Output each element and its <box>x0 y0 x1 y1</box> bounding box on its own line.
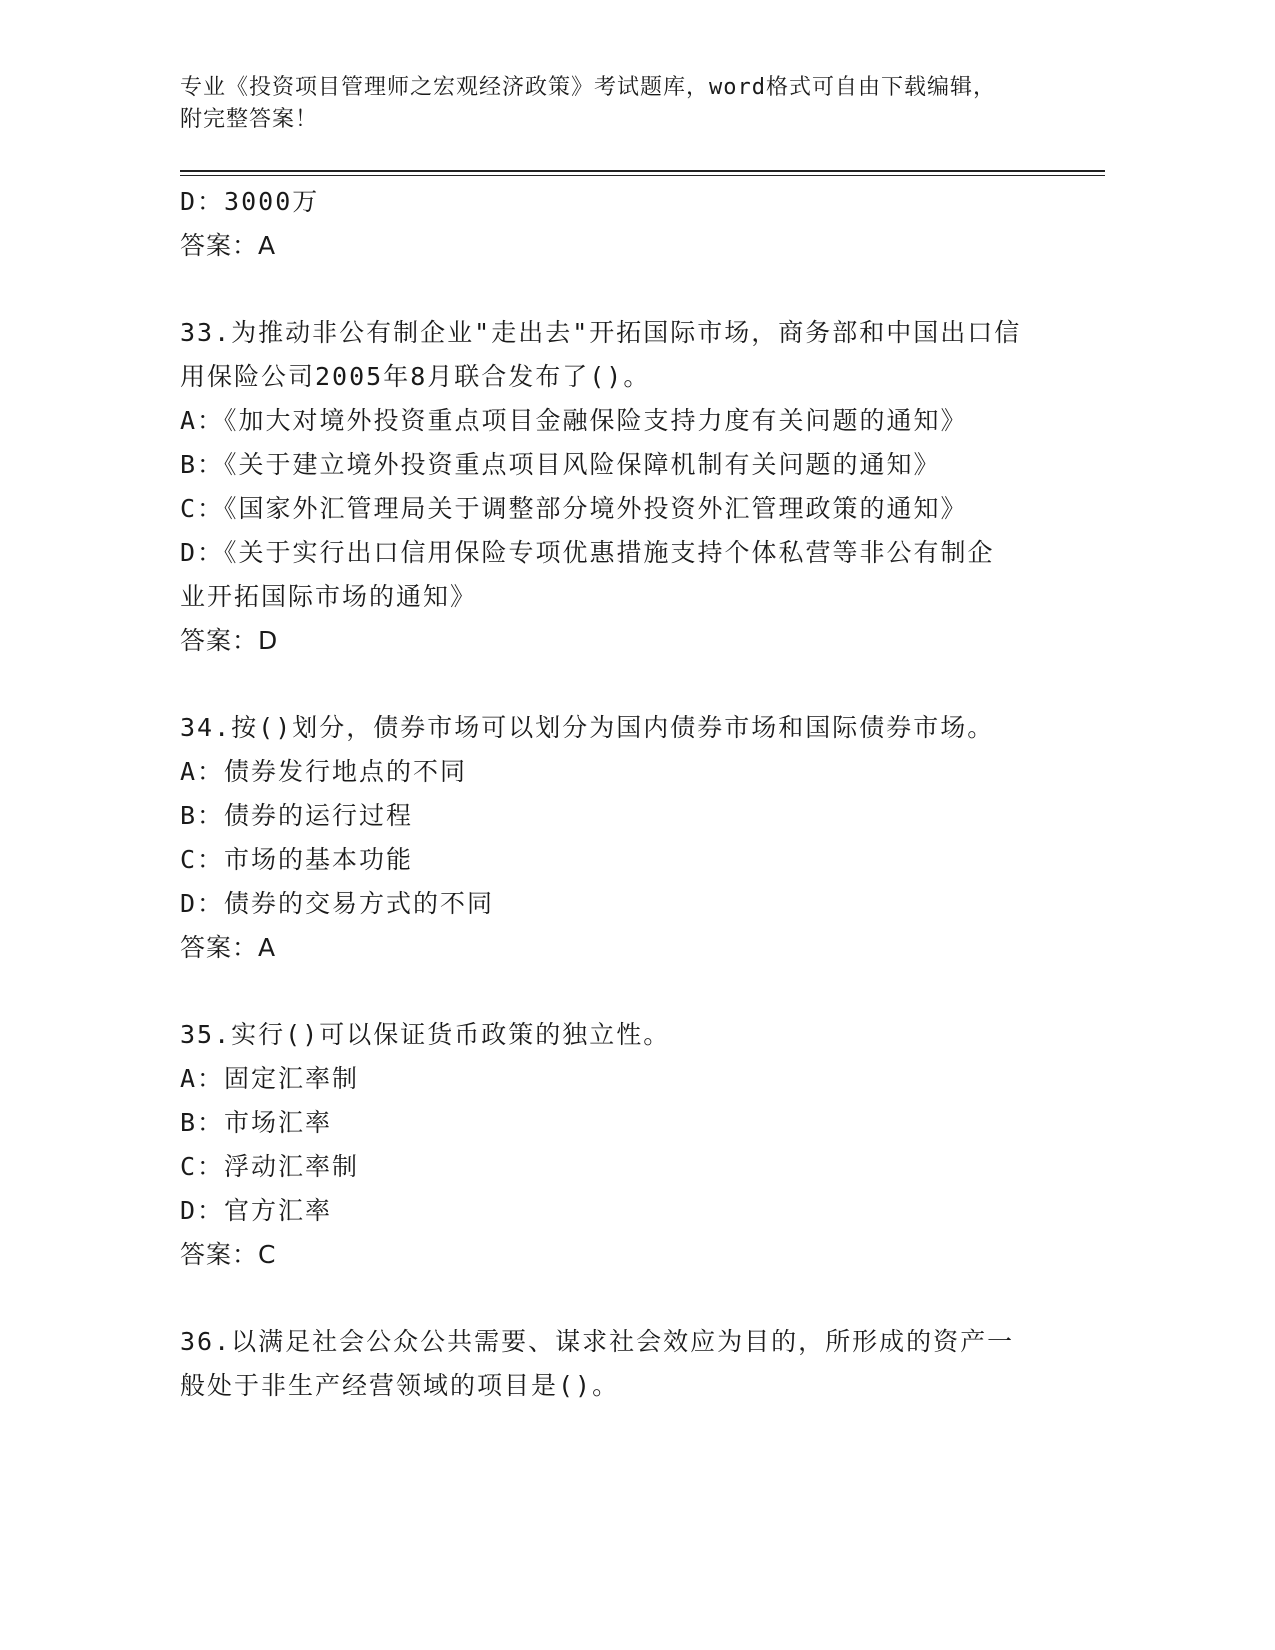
option-b: B：《关于建立境外投资重点项目风险保障机制有关问题的通知》 <box>180 450 941 479</box>
spacer <box>180 663 1040 706</box>
option-d-continued: 业开拓国际市场的通知》 <box>180 582 478 611</box>
question-stem-continued: 用保险公司2005年8月联合发布了()。 <box>180 362 651 391</box>
option-a: A：固定汇率制 <box>180 1064 360 1093</box>
question-stem-continued: 般处于非生产经营领域的项目是()。 <box>180 1371 620 1400</box>
option-d: D：官方汇率 <box>180 1196 333 1225</box>
answer-label: 答案：A <box>180 933 277 962</box>
option-b: B：市场汇率 <box>180 1108 333 1137</box>
question-stem: 35.实行()可以保证货币政策的独立性。 <box>180 1020 671 1049</box>
option-c: C：《国家外汇管理局关于调整部分境外投资外汇管理政策的通知》 <box>180 494 968 523</box>
option-d: D：3000万 <box>180 187 320 216</box>
option-a: A：债券发行地点的不同 <box>180 757 468 786</box>
option-a: A：《加大对境外投资重点项目金融保险支持力度有关问题的通知》 <box>180 406 968 435</box>
question-32-tail <box>180 180 1040 268</box>
header-title-line-1: 专业《投资项目管理师之宏观经济政策》考试题库，word格式可自由下载编辑， <box>180 75 996 100</box>
spacer <box>180 1277 1040 1320</box>
page-header <box>180 72 1080 136</box>
question-36 <box>180 1320 1040 1408</box>
answer-label: 答案：A <box>180 231 277 260</box>
header-divider-thin <box>180 175 1105 176</box>
question-stem: 33.为推动非公有制企业"走出去"开拓国际市场，商务部和中国出口信 <box>180 318 1022 347</box>
header-divider-thick <box>180 170 1105 172</box>
answer-label: 答案：D <box>180 626 279 655</box>
option-c: C：浮动汇率制 <box>180 1152 360 1181</box>
option-c: C：市场的基本功能 <box>180 845 414 874</box>
option-d: D：债券的交易方式的不同 <box>180 889 495 918</box>
question-35 <box>180 1013 1040 1277</box>
header-title-line-2: 附完整答案！ <box>180 107 319 132</box>
spacer <box>180 268 1040 311</box>
question-list <box>180 180 1040 1408</box>
question-33 <box>180 311 1040 663</box>
question-stem: 36.以满足社会公众公共需要、谋求社会效应为目的，所形成的资产一 <box>180 1327 1015 1356</box>
option-b: B：债券的运行过程 <box>180 801 414 830</box>
spacer <box>180 970 1040 1013</box>
answer-label: 答案：C <box>180 1240 277 1269</box>
question-stem: 34.按()划分，债券市场可以划分为国内债券市场和国际债券市场。 <box>180 713 995 742</box>
option-d: D：《关于实行出口信用保险专项优惠措施支持个体私营等非公有制企 <box>180 538 995 567</box>
question-34 <box>180 706 1040 970</box>
